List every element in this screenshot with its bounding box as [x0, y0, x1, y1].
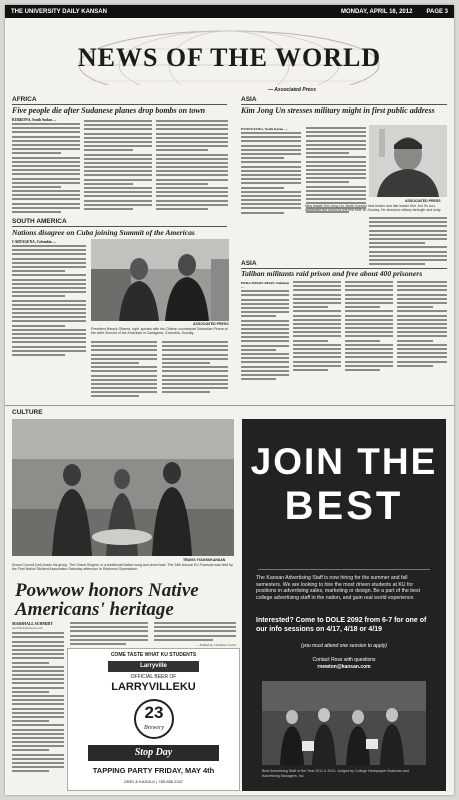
- ad-body-text: The Kansan Advertising Staff is now hiring for the summer and fall semesters. We are looking to hire the most driven students at KU for positions in advertising sales, marketing or design. Be a part of the best college advertising staff in the nation, and gain real world experience.: [256, 575, 421, 601]
- dateline-asia: PYONGYANG, North Korea —: [241, 127, 288, 131]
- article-body-africa-col2: [84, 120, 152, 212]
- article-body-taliban-col3: [345, 281, 393, 373]
- editor-credit: — Edited by Christine Curtin: [196, 642, 236, 647]
- page-header-bar: [5, 5, 454, 18]
- author-email: mschmidt@kansan.com: [12, 626, 43, 631]
- tapping-party-text: TAPPING PARTY FRIDAY, MAY 4th: [92, 766, 215, 775]
- photo-powwow: [12, 419, 234, 556]
- ad-headline-line1: JOIN THE: [250, 441, 438, 482]
- headline-south-america: Nations disagree on Cuba joining Summit of the Americas: [12, 228, 195, 237]
- ad-kansan-join-the-best[interactable]: [242, 419, 446, 791]
- article-body-powwow-col3: [154, 622, 236, 647]
- headline-africa: Five people die after Sudanese planes drop bombs on town: [12, 106, 206, 115]
- article-body-africa-col3: [156, 120, 228, 212]
- powwow-photo: [12, 419, 234, 556]
- brewery-badge-icon: [134, 699, 174, 739]
- article-body-taliban-col2: [293, 281, 341, 373]
- headline-powwow: Powwow honors Native Americans' heritage: [15, 580, 199, 620]
- beer-ad-top: COME TASTE WHAT KU STUDENTS: [110, 652, 197, 658]
- section-rule: [12, 226, 227, 227]
- section-label-south-america: SOUTH AMERICA: [12, 218, 67, 225]
- article-body-sa-col3: [162, 341, 228, 395]
- ad-photo-caption: Best Advertising Staff of the Year 2011 & 2012. Judged by College Newspaper Business and Advertising Managers, Inc.: [262, 769, 409, 778]
- section-label-asia-2: ASIA: [241, 260, 257, 267]
- section-divider: [5, 405, 454, 406]
- photo-caption-summit: President Barack Obama, right, speaks with his Chilean counterpart Sebastian Pinera at the sixth Summit of the Americas in Cartagena, Colombia, Sunday.: [91, 327, 228, 336]
- page-title: NEWS OF THE WORLD: [77, 43, 382, 72]
- dateline-africa: RUBKONA, South Sudan —: [12, 118, 57, 122]
- section-rule: [241, 104, 447, 105]
- section-label-asia: ASIA: [241, 96, 257, 103]
- article-body-taliban-col1: [241, 281, 289, 382]
- photo-credit: ASSOCIATED PRESS: [193, 322, 229, 326]
- photo-obama-pinera: [91, 239, 229, 321]
- photo-credit: ASSOCIATED PRESS: [405, 199, 441, 203]
- brewery-badge-number: 23: [144, 703, 164, 722]
- photo-caption-powwow: Kiowa Council (red) leads his group, The Grand Singers, in a traditional Native song and drum beat. The 24th Annual KU Powwow was held by the First Nation Student Association Saturday afternoon in Robinson Gymnasium.: [12, 563, 233, 572]
- section-label-culture: CULTURE: [12, 409, 43, 416]
- article-body-sa-col2: [91, 341, 157, 400]
- paper-name: THE UNIVERSITY DAILY KANSAN: [11, 8, 107, 15]
- issue-date: MONDAY, APRIL 16, 2012: [340, 8, 413, 15]
- larryville-logo: Larryville: [108, 661, 199, 672]
- summit-photo: [91, 239, 229, 321]
- article-body-powwow-col2: [70, 622, 148, 647]
- ad-divider: [258, 569, 430, 570]
- beer-ad-line1: OFFICIAL BEER OF: [130, 674, 177, 680]
- article-body-taliban-col4: [397, 281, 447, 369]
- photo-caption-kim: New leader Kim Jong Un, North Korea's new leader and late leader Kim Jon Il's son, addressed the world for the first time on Sunday. He stressed military strength and unity.: [305, 204, 442, 213]
- ad-contact-email[interactable]: rnewton@kansan.com: [317, 663, 371, 670]
- article-body-asia-col3: [369, 217, 447, 267]
- page-credit: — Associated Press: [268, 87, 316, 93]
- ad-headline-line2: BEST: [284, 484, 404, 528]
- newspaper-page: [5, 5, 454, 795]
- article-body-asia-col1: [241, 127, 301, 216]
- beer-ad-line2: LARRYVILLEKU: [111, 681, 196, 693]
- dateline-south-america: CARTAGENA, Colombia —: [12, 240, 57, 244]
- section-rule: [12, 104, 227, 105]
- headline-asia-kim: Kim Jong Un stresses military might in first public address: [241, 106, 435, 115]
- stop-day-banner: Stop Day: [88, 745, 219, 761]
- beer-ad-address: 23RD & KASOLD | 785.856.2337: [123, 779, 184, 784]
- article-body-asia-col2: [306, 127, 366, 215]
- ad-contact-block: [256, 657, 432, 670]
- article-body-powwow-col1: [12, 622, 64, 775]
- ad-note-text: (you must attend one session to apply): [301, 643, 387, 649]
- photo-kim-jong-un: [369, 125, 447, 197]
- brewery-badge-label: Brewery: [143, 725, 165, 731]
- ad-larryville-beer[interactable]: [67, 648, 240, 791]
- portrait-photo: [369, 125, 447, 197]
- ad-interested-text: Interested? Come to DOLE 2092 from 6-7 for one of our info sessions on 4/17, 4/18 or 4/19: [256, 617, 427, 633]
- staff-group-photo: [262, 681, 426, 765]
- photo-credit: TRAVIS YOUNG/KANSAN: [183, 558, 226, 562]
- dateline-taliban: DERA ISMAIL KHAN, Pakistan —: [241, 281, 289, 290]
- ad-contact-label: Contact Ross with questions: [312, 657, 376, 663]
- section-label-africa: AFRICA: [12, 96, 37, 103]
- article-body-africa-col1: [12, 118, 80, 215]
- article-body-sa-col1: [12, 240, 86, 358]
- ad-staff-photo: [262, 681, 426, 765]
- headline-taliban: Taliban militants raid prison and free about 400 prisoners: [241, 269, 423, 278]
- author-name: MARSHALL SCHMIDT: [12, 622, 53, 626]
- page-number: PAGE 3: [426, 8, 448, 15]
